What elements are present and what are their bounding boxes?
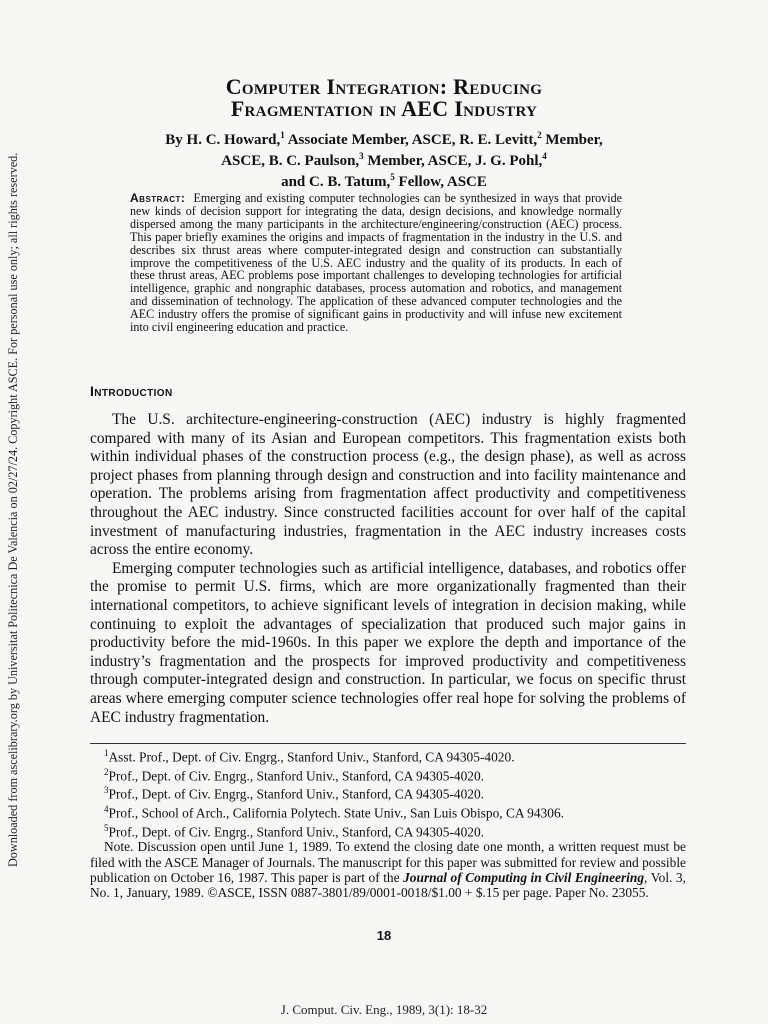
footnote-text: Prof., Dept. of Civ. Engrg., Stanford Univ., Stanford, CA 94305-4020. xyxy=(108,768,485,784)
footnote-ref-3: 3 xyxy=(359,151,364,161)
footnote-text: Prof., School of Arch., California Polytech. State Univ., San Luis Obispo, CA 94306. xyxy=(108,805,564,821)
footnote-marker: 4 xyxy=(104,804,109,815)
footnote-marker: 5 xyxy=(104,822,109,833)
abstract xyxy=(130,192,622,334)
footnote-marker: 3 xyxy=(104,785,109,796)
author-howard: By H. C. Howard, xyxy=(165,132,281,148)
footnote-text: Prof., Dept. of Civ. Engrg., Stanford Univ., Stanford, CA 94305-4020. xyxy=(108,786,485,802)
footnote-2 xyxy=(90,765,686,784)
download-watermark: Downloaded from ascelibrary.org by Universitat Politecnica De Valencia on 02/27/24. Copyright ASCE. For personal use only; all rights reserved. xyxy=(6,152,20,868)
journal-citation: J. Comput. Civ. Eng., 1989, 3(1): 18-32 xyxy=(280,1002,488,1017)
abstract-text: Emerging and existing computer technologies can be synthesized in ways that provide new kinds of decision support for integrating the data, design decisions, and knowledge normally dispersed among the many participants in the architecture/engineering/construction (AEC) process. This paper briefly examines the origins and impacts of fragmentation in the industry in the U.S. and describes six thrust areas where computer-integrated design and construction can substantially improve the competitiveness of the U.S. AEC industry and the quality of its products. In each of these thrust areas, AEC problems pose important challenges to developing technologies for artificial intelligence, graphic and nongraphic databases, process automation and robotics, and management and dissemination of technology. The application of these advanced computer technologies and the AEC industry offers the promise of significant gains in productivity and will infuse new excitement into civil engineering education and practice. xyxy=(130,191,623,335)
footnote-5 xyxy=(90,821,686,840)
footnote-divider xyxy=(90,743,686,744)
editorial-note xyxy=(90,839,686,900)
author-role: Member, xyxy=(541,132,603,148)
footnotes xyxy=(90,746,686,900)
author-role: Fellow, ASCE xyxy=(394,174,487,190)
paper-title xyxy=(0,76,768,120)
author-pohl: Member, ASCE, J. G. Pohl, xyxy=(363,153,543,169)
footnote-ref-5: 5 xyxy=(390,172,395,182)
footnote-4 xyxy=(90,802,686,821)
author-levitt: Associate Member, ASCE, R. E. Levitt, xyxy=(284,132,538,148)
title-line-1: Computer Integration: Reducing xyxy=(225,74,543,99)
title-line-2: Fragmentation in AEC Industry xyxy=(230,96,538,121)
footnote-text: Prof., Dept. of Civ. Engrg., Stanford Univ., Stanford, CA 94305-4020. xyxy=(108,824,485,840)
footnote-3 xyxy=(90,783,686,802)
footnote-1 xyxy=(90,746,686,765)
body-text xyxy=(90,411,686,727)
journal-name: Journal of Computing in Civil Engineering xyxy=(403,869,645,885)
footnote-ref-4: 4 xyxy=(542,151,547,161)
page-number: 18 xyxy=(376,928,392,943)
abstract-label: Abstract: xyxy=(130,191,186,205)
author-list xyxy=(80,127,688,190)
author-tatum: and C. B. Tatum, xyxy=(281,174,391,190)
section-heading: Introduction xyxy=(90,383,173,399)
footnote-marker: 2 xyxy=(104,766,109,777)
footnote-text: Asst. Prof., Dept. of Civ. Engrg., Stanford Univ., Stanford, CA 94305-4020. xyxy=(108,749,515,765)
note-text: Note. Discussion open until June 1, 1989. To extend the closing date one month, a written request must be filed with the ASCE Manager of Journals. The manuscript for this paper was submitted for review and possible publication on October 16, 1987. This paper is part of the xyxy=(90,839,686,885)
note-text-end: , Vol. 3, No. 1, January, 1989. ©ASCE, ISSN 0887-3801/89/0001-0018/$1.00 + $.15 per page. Paper No. 23055. xyxy=(90,869,686,900)
footnote-marker: 1 xyxy=(104,748,109,758)
author-paulson: ASCE, B. C. Paulson, xyxy=(221,153,360,169)
footnote-ref-1: 1 xyxy=(280,130,285,140)
paragraph-1: The U.S. architecture-engineering-construction (AEC) industry is highly fragmented compared with many of its Asian and European competitors. This fragmentation exists both within individual phases of the construction process (e.g., the design phase), as well as across project phases from planning through design and construction and into facility maintenance and operation. The problems arising from fragmentation affect productivity and competitiveness throughout the AEC industry. Since constructed facilities account for over half of the capital investment of manufacturing industries, fragmentation in the AEC industry increases costs across the entire economy. xyxy=(90,411,686,559)
paragraph-2: Emerging computer technologies such as artificial intelligence, databases, and robotics offer the promise to permit U.S. firms, which are more organizationally fragmented than their international competitors, to achieve significant levels of integration in decision making, while continuing to exploit the advantages of specialization that produced such major gains in productivity before the mid-1960s. In this paper we explore the depth and importance of the industry’s fragmentation and the prospects for improved productivity and competitiveness through computer-integrated design and construction. In particular, we focus on specific thrust areas where emerging computer science technologies offer real hope for solving the problems of AEC industry fragmentation. xyxy=(90,559,686,726)
footnote-ref-2: 2 xyxy=(537,130,542,140)
